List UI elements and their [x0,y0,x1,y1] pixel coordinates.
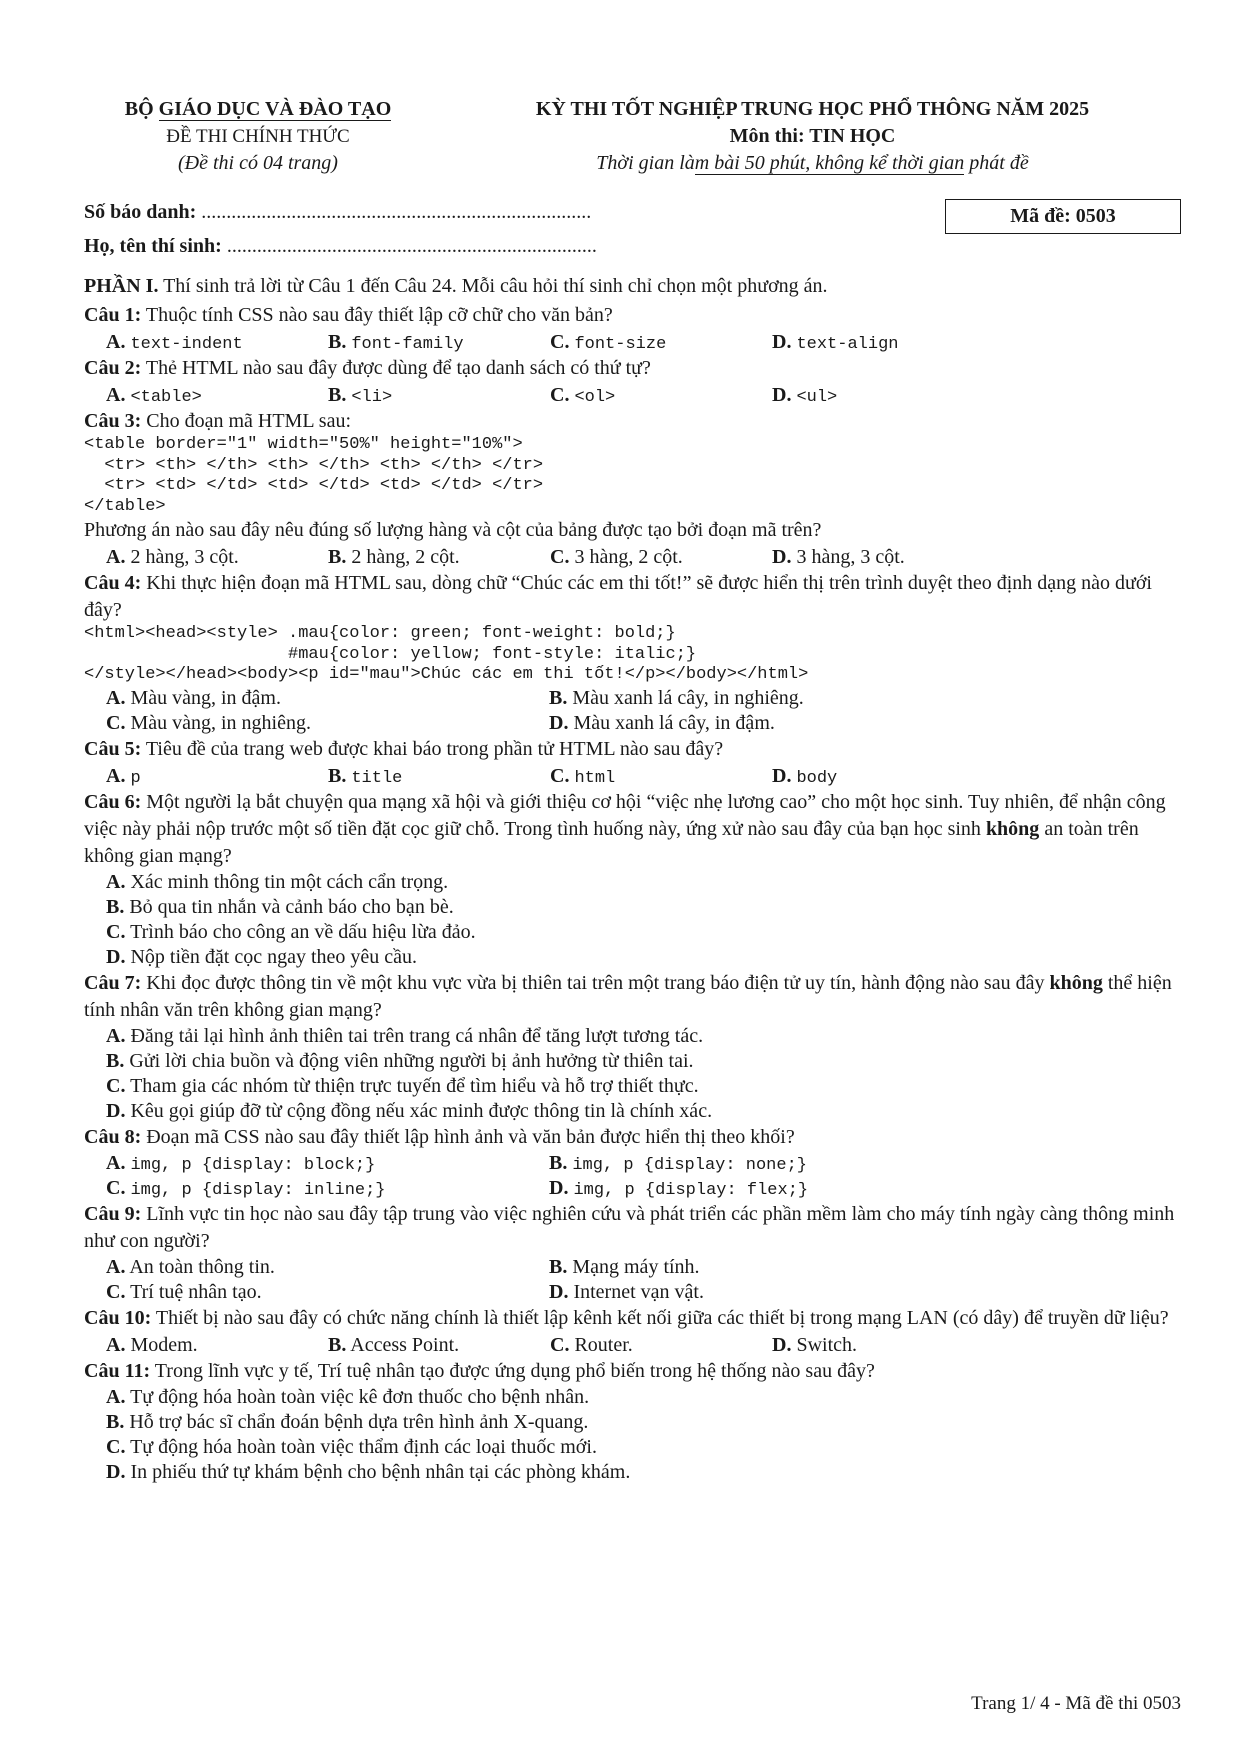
candidate-info [84,195,1181,267]
question-text: Câu 5: Tiêu đề của trang web được khai báo trong phần tử HTML nào sau đây? [84,737,724,760]
option-c: C. Router. [550,1333,633,1356]
question-4 [84,570,1181,736]
question-text: Câu 2: Thẻ HTML nào sau đây được dùng để tạo danh sách có thứ tự? [84,357,651,379]
option-a: A. <table> [106,384,202,407]
option-a: A. Màu vàng, in đậm. [106,686,281,709]
question-6 [84,789,1181,970]
option-c: C. Trí tuệ nhân tạo. [106,1280,262,1303]
question-text: Câu 8: Đoạn mã CSS nào sau đây thiết lập hình ảnh và văn bản được hiển thị theo khối? [84,1125,795,1148]
option-a: A. Xác minh thông tin một cách cẩn trọng. [106,870,449,893]
official-exam-label: ĐỀ THI CHÍNH THỨC [166,126,350,147]
option-a: A. Tự động hóa hoàn toàn việc kê đơn thuốc cho bệnh nhân. [106,1385,590,1408]
page-footer: Trang 1/ 4 - Mã đề thi 0503 [971,1693,1181,1714]
answer-options-row-1 [84,686,1181,711]
option-b: B. Access Point. [328,1333,460,1356]
option-d: D. Internet vạn vật. [549,1280,704,1303]
exam-header [84,96,1181,177]
exam-title-block [432,96,1181,177]
question-11 [84,1358,1181,1485]
answer-options-row-2 [84,1176,1181,1201]
answer-options-row-1 [84,1255,1181,1280]
option-b: B. img, p {display: none;} [549,1151,807,1175]
answer-options [84,1332,1181,1358]
question-10 [84,1305,1181,1358]
option-d: D. 3 hàng, 3 cột. [772,546,905,568]
option-c: C. 3 hàng, 2 cột. [550,546,683,568]
option-b: B. Hỗ trợ bác sĩ chẩn đoán bệnh dựa trên hình ảnh X-quang. [106,1410,589,1433]
option-b: B. title [328,764,403,788]
question-9 [84,1201,1181,1305]
option-c: C. <ol> [550,384,616,407]
question-text: Câu 9: Lĩnh vực tin học nào sau đây tập trung vào việc nghiên cứu và phát triển các phần mềm làm cho máy tính ngày càng thông minh như con người? [84,1202,1175,1252]
option-a: A. Đăng tải lại hình ảnh thiên tai trên trang cá nhân để tăng lượt tương tác. [106,1024,704,1047]
question-text: Câu 6: Một người lạ bắt chuyện qua mạng xã hội và giới thiệu cơ hội “việc nhẹ lương cao” cho một học sinh. Tuy nhiên, để nhận công việc này phải nộp trước một số tiền đặt cọc giữ chỗ. Trong tình huống này, ứng xử nào sau đây của bạn học sinh không an toàn trên không gian mạng? [84,790,1166,867]
option-a: A. An toàn thông tin. [106,1255,275,1278]
exam-subject: Môn thi: TIN HỌC [729,125,896,147]
option-d: D. body [772,764,838,788]
option-b: B. font-family [328,331,464,354]
code-snippet: <html><head><style> .mau{color: green; font-weight: bold;} #mau{color: yellow; font-style: italic;} </style></head><body><p id="mau">Chúc các em thi tốt!</p></body></html> [84,624,809,684]
exam-duration: Thời gian làm bài 50 phút, không kể thời gian phát đề [596,152,1029,174]
option-b: B. 2 hàng, 2 cột. [328,546,460,568]
option-c: C. Tự động hóa hoàn toàn việc thẩm định các loại thuốc mới. [106,1435,597,1458]
question-1 [84,302,1181,355]
answer-options-row-2 [84,711,1181,736]
option-a: A. Modem. [106,1333,198,1356]
option-a: A. p [106,764,141,788]
option-c: C. Màu vàng, in nghiêng. [106,711,311,734]
answer-options-row-1 [84,1151,1181,1176]
option-a: A. text-indent [106,331,243,354]
question-7 [84,970,1181,1124]
option-d: D. img, p {display: flex;} [549,1176,809,1200]
candidate-name-line: Họ, tên thí sinh: .......................................................................... [84,235,597,257]
option-a: A. img, p {display: block;} [106,1151,376,1175]
question-text: Câu 1: Thuộc tính CSS nào sau đây thiết lập cỡ chữ cho văn bản? [84,304,613,326]
ministry-name: BỘ GIÁO DỤC VÀ ĐÀO TẠO [124,98,392,120]
answer-options-row-2 [84,1280,1181,1305]
option-c: C. img, p {display: inline;} [106,1176,386,1200]
option-c: C. html [550,764,616,788]
part-one-heading: PHẦN I. Thí sinh trả lời từ Câu 1 đến Câu 24. Mỗi câu hỏi thí sinh chỉ chọn một phương án. [84,275,828,297]
question-3 [84,408,1181,570]
answer-options [84,329,1181,355]
question-text: Câu 4: Khi thực hiện đoạn mã HTML sau, dòng chữ “Chúc các em thi tốt!” sẽ được hiển thị trên trình duyệt theo định dạng nào dưới đây? [84,572,1152,621]
exam-title: KỲ THI TỐT NGHIỆP TRUNG HỌC PHỔ THÔNG NĂM 2025 [535,98,1090,120]
answer-options [84,544,1181,570]
option-d: D. In phiếu thứ tự khám bệnh cho bệnh nhân tại các phòng khám. [106,1460,631,1483]
question-text: Câu 7: Khi đọc được thông tin về một khu vực vừa bị thiên tai trên một trang báo điện tử uy tín, hành động nào sau đây không thể hiện tính nhân văn trên không gian mạng? [84,971,1172,1021]
question-text: Câu 11: Trong lĩnh vực y tế, Trí tuệ nhân tạo được ứng dụng phổ biến trong hệ thống nào sau đây? [84,1359,875,1382]
option-d: D. Switch. [772,1333,858,1356]
question-text: Câu 10: Thiết bị nào sau đây có chức năng chính là thiết lập kênh kết nối giữa các thiết bị trong mạng LAN (có dây) để truyền dữ liệu? [84,1306,1169,1329]
answer-options [84,382,1181,408]
option-d: D. <ul> [772,384,838,407]
code-snippet: <table border="1" width="50%" height="10%"> <tr> <th> </th> <th> </th> <th> </th> </tr> <tr> <td> </td> <td> </td> <td> </td> </tr> </table> [84,435,544,516]
option-b: B. Bỏ qua tin nhắn và cảnh báo cho bạn bè. [106,895,454,918]
page-count-note: (Đề thi có 04 trang) [178,152,338,174]
option-b: B. Màu xanh lá cây, in nghiêng. [549,686,804,709]
option-b: B. Mạng máy tính. [549,1255,700,1278]
option-c: C. Tham gia các nhóm từ thiện trực tuyến để tìm hiểu và hỗ trợ thiết thực. [106,1074,699,1097]
answer-options [84,763,1181,789]
option-a: A. 2 hàng, 3 cột. [106,546,239,568]
option-d: D. Nộp tiền đặt cọc ngay theo yêu cầu. [106,945,418,968]
option-b: B. Gửi lời chia buồn và động viên những người bị ảnh hưởng từ thiên tai. [106,1049,694,1072]
ministry-block [84,96,432,177]
option-b: B. <li> [328,384,393,407]
question-text: Câu 3: Cho đoạn mã HTML sau: [84,410,352,432]
question-8 [84,1124,1181,1201]
option-d: D. Màu xanh lá cây, in đậm. [549,711,775,734]
question-5 [84,736,1181,789]
question-prompt: Phương án nào sau đây nêu đúng số lượng hàng và cột của bảng được tạo bởi đoạn mã trên? [84,519,822,541]
option-d: D. Kêu gọi giúp đỡ từ cộng đồng nếu xác minh được thông tin là chính xác. [106,1099,713,1122]
option-d: D. text-align [772,331,899,354]
option-c: C. font-size [550,331,667,354]
exam-code-box: Mã đề: 0503 [945,199,1181,234]
option-c: C. Trình báo cho công an về dấu hiệu lừa đảo. [106,920,476,943]
question-2 [84,355,1181,408]
candidate-number-line: Số báo danh: .............................................................................. [84,201,592,223]
